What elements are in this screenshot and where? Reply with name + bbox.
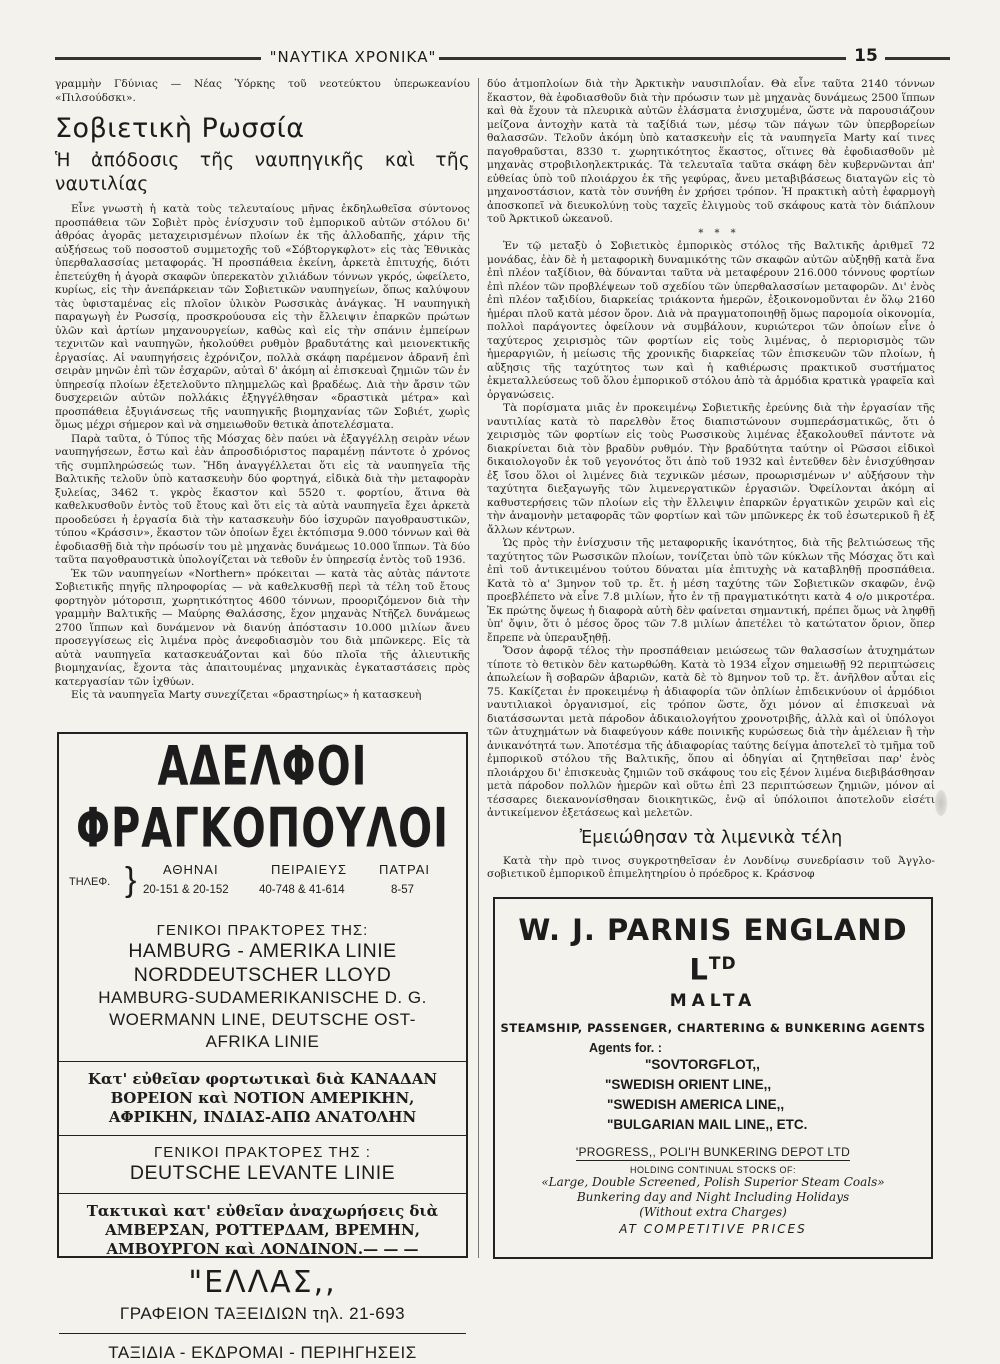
article-subtitle: Ἡ ἀπόδοσις τῆς ναυπηγικῆς καὶ τῆς ναυτιλίας	[55, 150, 470, 195]
agent-name: "SOVTORGFLOT,,	[645, 1056, 760, 1072]
article-paragraph: Τὰ πορίσματα μιᾶς ἐν προκειμένῳ Σοβιετικῆς ἐρεύνης διὰ τὴν ἐργασίαν τῆς ναυτιλίας κατὰ τὸ παρελθὸν ἔτος διαπιστώνουν συμπεράσματικῶς, ὅτι ὁ χειρισμὸς τῶν φορτίων εἰς τοὺς Ρωσσικοὺς λιμένας ἐξακολουθεῖ πάντοτε νὰ διακρίνεται διὰ τὸν βραδὺν ρυθμόν. Τὴν βραδύτητα ταύτην οἱ Ρῶσσοι εἰδικοὶ δικαιολογοῦν ἐκ τοῦ γεγονότος ὅτι ἀπὸ τοῦ 1932 καὶ ἐντεῦθεν δὲν ἐνισχύθησαν ἐξ ἴσου ὅλοι οἱ λιμένες διὰ τεχνικῶν μέσων, προωρισμένων ν' αὐξήσουν τὴν ταχύτητα διεξαγωγῆς τῶν λιμενεργατικῶν ἐργασιῶν. Ὀφείλονται ἀκόμη αἱ καθυστερήσεις τῶν πλοίων εἰς τὴν ἔλλειψιν ἐπαρκῶν ἐργατικῶν χειρῶν καὶ εἰς τὴν ἀναμονὴν μεταφορᾶς τῶν φορτίων καὶ τῶν μπῶνκερς ἐκ τοῦ ἐσωτερικοῦ ἢ ἐξ ἄλλων κέντρων.	[487, 402, 935, 536]
agent-line: HAMBURG - AMERIKA LINIE	[128, 940, 397, 962]
departure-line: ΑΜΒΟΥΡΓΟΝ καὶ ΛΟΝΔΙΝΟΝ.— — —	[106, 1240, 419, 1258]
header-rule-middle	[439, 57, 846, 60]
direct-line: ΒΟΡΕΙΟΝ καὶ ΝΟΤΙΟΝ ΑΜΕΡΙΚΗΝ,	[110, 1089, 415, 1107]
article-paragraph: Ὅσον ἀφορᾷ τέλος τὴν προσπάθειαν μειώσεως τῶν θαλασσίων ἀτυχημάτων τίποτε τὸ θετικὸν δὲν κατωρθώθη. Κατὰ τὸ 1934 εἶχον σημειωθῇ 92 περιπτώσεις ἀπωλείων ἢ σοβαρῶν ἀβαριῶν, κατὰ δὲ τὸ 8μηνον τοῦ τρ. ἔτ. ἀνῆλθον αὗται εἰς 75. Κακίζεται ἐν προκειμένῳ ἡ ἀδιαφορία τῶν ὁπλίων ἐπιδεικνύουν οἱ ἁρμόδιοι ναυτιλιακοὶ ὀργανισμοί, εἰς τρόπον ὥστε, ὄχι μόνον αἱ ἐπισκευαὶ νὰ διατάσσωνται μετὰ πάροδον ἀδικαιολογήτου χρονοτριβῆς, ἀλλὰ καὶ οἱ ὑπόλογοι τῶν ἀτυχημάτων νὰ διαφεύγουν κάθε ποινικῆς κυρώσεως διὰ τὴν ἀμέλειαν ἢ τὴν ἀνικανότητά των. Ἀποτέσμα τῆς ἀδιαφορίας ταύτης δείγμα ἀποτελεῖ τὸ τμῆμα τοῦ ἐμπορικοῦ στόλου τῆς Βαλτικῆς, ὅπου αἱ ὁδηγίαι αἱ ζητηθεῖσαι παρ' ἑνὸς πλοιάρχου δι' ἐπισκευὰς ζημιῶν τοῦ σκάφους του εἰς ξένον λιμένα διεβιβάσθησαν μετὰ πάροδον πολλῶν ἡμερῶν καὶ οὕτω ἐπὶ 23 περιπτώσεων ζημιῶν, μόνον αἱ τέσσαρες διεκανονίσθησαν διοικητικῶς, ἐνῷ αἱ ὑπόλοιποι ἀποτελοῦν εἰσέτι ἀντικείμενον ἐξετάσεως καὶ μελετῶν.	[487, 645, 935, 819]
intro-paragraph: γραμμὴν Γδύνιας — Νέας Ὑόρκης τοῦ νεοτεύκτου ὑπερωκεανίου «Πιλσούδσκι».	[55, 78, 470, 104]
ellas-brand: "ΕΛΛΑΣ,,	[188, 1265, 337, 1300]
frangopoulos-advertisement	[57, 732, 468, 1362]
page-number: 15	[854, 46, 878, 66]
progress-depot	[495, 1145, 931, 1159]
parnis-advertisement	[493, 897, 933, 1259]
coal-line: Bunkering day and Night Including Holidays	[576, 1189, 850, 1204]
ad-company-name: ΑΔΕΛΦΟΙ ΦΡΑΓΚΟΠΟΥΛΟΙ	[75, 735, 450, 861]
direct-line: ΑΦΡΙΚΗΝ, ΙΝΔΙΑΣ-ΑΠΩ ΑΝΑΤΟΛΗΝ	[108, 1108, 417, 1126]
parnis-services: STEAMSHIP, PASSENGER, CHARTERING & BUNKERING AGENTS	[500, 1020, 926, 1035]
city-phones: 40-748 & 41-614	[259, 884, 345, 896]
section-subtitle: Ἐμειώθησαν τὰ λιμενικὰ τέλη	[579, 827, 843, 848]
company-sup: TD	[708, 954, 737, 974]
article-paragraph: Παρὰ ταῦτα, ὁ Τύπος τῆς Μόσχας δὲν παύει νὰ ἐξαγγέλλῃ σειρὰν νέων ναυπηγήσεων, ἔστω καὶ ἐὰν ἀπροσδιόριστος παραμένῃ πάντοτε ὁ χρόνος τῆς συμπληρώσεώς των. Ἤδη ἀναγγέλλεται ὅτι εἰς τὰ ναυπηγεῖα τῆς Βαλτικῆς τελοῦν ὑπὸ κατασκευὴν δύο φορτηγά, εἰδικὰ διὰ τὴν μεταφορὰν ξυλείας, 3462 τ. γκρὸς ἕκαστον καὶ 5520 τ. φορτίου, ἅτινα θὰ καθελκυσθοῦν ἐντὸς τοῦ ἔτους καὶ ὅτι εἰς τὰ αὐτὰ ναυπηγεῖα ἔχει ἀρκετὰ προοδεύσει ἡ ἐργασία διὰ τὴν κατασκευὴν δύο ἰσχυρῶν παγοθραυστικῶν, τύπου «Κράσσιν», ἕκαστον τῶν ὁποίων ἔχει ἐκτόπισμα 9.000 τόννων καὶ θὰ ἐφοδιασθῇ διὰ τὴν πρόωσίν του μὲ μηχανὰς δυνάμεως 10.000 ἵππων. Τὰ δύο ταῦτα παγοθραυστικὰ ὑπολογίζεται νὰ τεθοῦν ἐν ὑπηρεσίᾳ ἐντὸς τοῦ 1936.	[55, 432, 470, 566]
right-column	[487, 78, 935, 882]
left-column	[55, 78, 470, 703]
phone-label: ΤΗΛΕΦ.	[69, 876, 111, 888]
city-phones: 20-151 & 20-152	[143, 884, 229, 896]
ad-divider	[59, 1135, 466, 1136]
paper-stain	[935, 790, 947, 816]
article-title: Σοβιετικὴ Ρωσσία	[55, 113, 305, 144]
ad-divider	[59, 1333, 466, 1334]
article-paragraph: Ὡς πρὸς τὴν ἐνίσχυσιν τῆς μεταφορικῆς ἱκανότητος, διὰ τῆς βελτιώσεως τῆς ταχύτητος τῶν Ρωσσικῶν πλοίων, τονίζεται ὑπὸ τῶν κύκλων τῆς Μόσχας ὅτι καὶ ἐπὶ τοῦ ἀντικειμένου τούτου δύναται μία ἐπιτυχὴς νὰ καταβληθῇ προσπάθεια. Κατὰ τὸ α' 3μηνον τοῦ τρ. ἔτ. ἡ μέση ταχύτης τῶν Σοβιετικῶν σκαφῶν, ἐνῷ προεβλέπετο νὰ εἶνε 7.8 μιλίων, ἦτο ἐν τῇ πραγματικότητι κατὰ 4 ο/ο μικροτέρα. Ἐκ πρώτης ὄψεως ἡ διαφορὰ αὐτὴ δὲν φαίνεται σημαντική, πρέπει ὅμως νὰ ληφθῇ ὑπ' ὄψιν, ὅτι ὁ μέσος ὅρος τῶν 7.8 μιλίων ἀπετέλει τὸ κατώτατον ὅριον, ὅπερ ἔπρεπε νὰ ὑπεραυξηθῇ.	[487, 537, 935, 644]
page-header	[55, 46, 950, 70]
article-paragraph: Ἐκ τῶν ναυπηγείων «Northern» πρόκειται — κατὰ τὰς αὐτὰς πάντοτε Σοβιετικῆς πηγῆς πληροφορίας — νὰ καθελκυσθῇ περὶ τὰ τέλη τοῦ ἔτους φορτηγὸν μότορσιπ, χωρητικότητος 4600 τόννων, προοριζόμενον διὰ τὴν γραμμὴν Βαλτικῆς — Μαύρης Θαλάσσης, ἔχον μηχανὰς Ντῆζελ δυνάμεως 2700 ἵππων καὶ δυνάμενον νὰ διανύῃ ἀπόστασιν 10.000 μιλίων ἄνευ προσεγγίσεως εἰς λιμένα πρὸς ἀνεφοδιασμὸν του διὰ μπῶνκερς. Εἰς τὰ αὐτὰ ναυπηγεῖα κατασκευάζονται καὶ δύο πλοῖα τῆς ἁλιευτικῆς βιομηχανίας, ἔχοντα τὰς ἀπαιτουμένας μηχανικὰς ἐγκαταστάσεις πρὸς κατεργασίαν τῶν ἰχθύων.	[55, 567, 470, 688]
article-paragraph: Εἶνε γνωστὴ ἡ κατὰ τοὺς τελευταίους μῆνας ἐκδηλωθεῖσα σύντονος προσπάθεια τῶν Σοβιὲτ πρὸς ἐνίσχυσιν τοῦ ἐμπορικοῦ αὐτῶν στόλου δι' ἀθρόας ἀγορᾶς μεταχειρισμένων πλοίων ἐκ τῆς ἀλλοδαπῆς, χάριν τῆς αὐξήσεως τοῦ ποσοστοῦ συμμετοχῆς τοῦ «Σόβτοργκφλοτ» εἰς τὰς Ἐθνικὰς ὑπερθαλασσίας μεταφοράς. Ἡ προσπάθεια ἐκείνη, ἀρκετὰ ἐπιτυχής, διότι ἐπετεύχθη ἡ ἀγορὰ σκαφῶν ὑπερεκατὸν χιλιάδων τόννων γκρός, ὠφείλετο, κυρίως, εἰς τὴν ἀνεπάρκειαν τῶν Σοβιετικῶν ναυπηγείων, ὅπως καλύψουν τὰς ὑφισταμένας εἰς πλοῖον ὑλικὸν Ρωσσικὰς ἀνάγκας. Ἡ ναυπηγικὴ παραγωγὴ ἐν Ρωσσίᾳ, προσκρούουσα εἰς τὴν ἔλλειψιν ἐπαρκῶν πρώτων ὑλῶν καὶ ἀρτίων μηχανουργείων, καθὼς καὶ εἰς τὴν σπάνιν ἐμπείρων τεχνιτῶν καὶ ναυπηγῶν, ἠκολούθει ρυθμὸν βραδυτάτης καὶ μειονεκτικῆς ἐργασίας. Αἱ ναυπηγήσεις ἐχρόνιζον, πολλὰ σκάφη παρέμενον ἀδρανῆ ἐπὶ σειρὰν μηνῶν ἐπὶ τῶν ἐσχαρῶν, αὐταὶ δ' ἀκόμη αἱ ἐπισκευαὶ ζημιῶν τῶν ἐν ὑπηρεσίᾳ πλοίων ἐξετελοῦντο πλημμελῶς καὶ βραδέως. Διὰ τὴν ἄρσιν τῶν δυσχερειῶν αὐτῶν πολλάκις ἐξηγγέλθησαν «δραστικὰ μέτρα» καὶ προσπάθεια ἐξυγιάνσεως τῆς ναυπηγικῆς βιομηχανίας τῶν Σοβιέτ, χωρὶς ὅμως μέχρι σήμερον καὶ νὰ σημειωθοῦν θετικὰ ἀποτελέσματα.	[55, 203, 470, 431]
travel-office: ΓΡΑΦΕΙΟΝ ΤΑΞΕΙΔΙΩΝ τηλ. 21-693	[119, 1304, 406, 1323]
phone-numbers	[59, 858, 466, 916]
parnis-company-name	[495, 913, 931, 987]
header-rule-left	[55, 57, 261, 60]
tours-line: ΤΑΞΙΔΙΑ - ΕΚΔΡΟΜΑΙ - ΠΕΡΙΗΓΗΣΕΙΣ	[108, 1343, 417, 1362]
ad-divider	[59, 1061, 466, 1062]
agent-line: AFRIKA LINIE	[205, 1032, 320, 1051]
column-divider	[478, 78, 479, 1258]
agent-line: HAMBURG-SUDAMERIKANISCHE D. G.	[98, 988, 427, 1007]
city-name: ΑΘΗΝΑΙ	[163, 862, 219, 877]
agent-name: "SWEDISH AMERICA LINE,,	[607, 1096, 785, 1112]
agent-line: WOERMANN LINE, DEUTSCHE OST-	[109, 1010, 416, 1029]
agent-name: "BULGARIAN MAIL LINE,, ETC.	[607, 1116, 808, 1132]
article-paragraph: Εἰς τὰ ναυπηγεῖα Marty συνεχίζεται «δραστηρίως» ἡ κατασκευὴ	[71, 689, 422, 701]
article-paragraph: δύο ἀτμοπλοίων διὰ τὴν Ἀρκτικὴν ναυσιπλοΐαν. Θὰ εἶνε ταῦτα 2140 τόννων ἕκαστον, θὰ ἐφοδιασθοῦν διὰ τὴν πρόωσιν των μὲ μηχανὰς δυνάμεως 2500 ἵππων καὶ θὰ ἔχουν τὰ πλευρικὰ αὐτῶν ἐλάσματα ἐνισχυμένα, ὥστε νὰ παρουσιάζουν μείζονα ἀντοχὴν κατὰ τὰ ταξίδιά των, μέσῳ τῶν πάγων τῶν ὑπερβορείων θαλασσῶν. Τελοῦν ἀκόμη ὑπὸ κατασκευὴν εἰς τὰ ναυπηγεῖα Marty καί τινες παγοθραῦσται, 8330 τ. χωρητικότητος ἕκαστος, οἵτινες θὰ ἐφοδιασθοῦν μὲ μηχανὰς στροβιλοηλεκτρικάς. Τὰ τελευταῖα ταῦτα σκάφη δὲν κυβερνῶνται ἀπ' εὐθείας ὑπὸ τοῦ πλοιάρχου ἐκ τῆς γεφύρας, ἄνευ μεταβιβάσεως διαταγῶν εἰς τὸ μηχανοστάσιον, κατὰ τὸν συνήθη ἐν χρήσει τρόπον. Ἡ πρακτικὴ αὐτὴ ἐφαρμογὴ ἀποσκοπεῖ νὰ διευκολύνῃ τοὺς ταχεῖς ἑλιγμοὺς τοῦ σκάφους κατὰ τὸν διάπλουν τοῦ Ἀρκτικοῦ ὠκεανοῦ.	[487, 78, 935, 225]
article-paragraph: Ἐν τῷ μεταξὺ ὁ Σοβιετικὸς ἐμπορικὸς στόλος τῆς Βαλτικῆς ἀριθμεῖ 72 μονάδας, ἐὰν δὲ ἡ μεταφορικὴ δυναμικότης τῶν σκαφῶν αὐτῶν αὐξηθῇ κατὰ ἕνα ἐπὶ πλέον ταξίδιον, θὰ δύνανται ταῦτα νὰ μεταφέρουν 216.000 τόννους φορτίων ἐπὶ πλέον τῶν προβλέψεων τοῦ σχεδίου τῶν ὑπερθαλασσίων μεταφορῶν. Δι' ἑνὸς ἐπὶ πλέον ταξιδίου, διαρκείας τριάκοντα ἡμερῶν, ἐξοικονομοῦνται ἐν ὅλῳ 2160 ἡμέραι πλοῦ κατὰ μέσον ὅρον. Διὰ νὰ πραγματοποιηθῇ ὅμως παρομοία οἰκονομία, πολλοὶ παράγοντες ὀφείλουν νὰ συμβάλουν, κυριώτεροι τῶν ὁποίων εἶνε ὁ ταχύτερος χειρισμὸς τῶν φορτίων εἰς τοὺς λιμένας, ὁ περιορισμὸς τῶν ἡμεραργιῶν, ἡ μείωσις τῆς χρονικῆς διαρκείας τῶν ἐπισκευῶν τῶν πλοίων, ἡ αὔξησις τῆς ταχύτητος των καὶ ἡ καθιέρωσις πρακτικοῦ συστήματος ἐκμεταλλεύσεως τοῦ ὅλου ἐμπορικοῦ στόλου ἀπὸ τὰ ἁρμόδια κρατικὰ γραφεῖα καὶ ὀργανώσεις.	[487, 240, 935, 401]
article-paragraph: Κατὰ τὴν πρὸ τινος συγκροτηθεῖσαν ἐν Λονδίνῳ συνεδρίασιν τοῦ Ἀγγλο-σοβιετικοῦ ἐμπορικοῦ ἐπιμελητηρίου ὁ πρόεδρος κ. Κράσνοφ	[487, 854, 935, 880]
holding-stocks: HOLDING CONTINUAL STOCKS OF:	[629, 1164, 797, 1175]
publication-title: "ΝΑΥΤΙΚΑ ΧΡΟΝΙΚΑ"	[269, 48, 437, 66]
agent-name: "SWEDISH ORIENT LINE,,	[605, 1076, 772, 1092]
city-phones: 8-57	[391, 884, 415, 896]
brace-glyph: }	[125, 861, 137, 899]
agent-line: NORDDEUTSCHER LLOYD	[133, 964, 392, 986]
company-text: W. J. PARNIS ENGLAND L	[518, 913, 908, 987]
agents-heading: ΓΕΝΙΚΟΙ ΠΡΑΚΤΟΡΕΣ ΤΗΣ:	[156, 922, 369, 939]
city-name: ΠΑΤΡΑΙ	[379, 862, 431, 877]
competitive-prices: AT COMPETITIVE PRICES	[619, 1221, 807, 1236]
departure-line: ΑΜΒΕΡΣΑΝ, ΡΟΤΤΕΡΔΑΜ, ΒΡΕΜΗΝ,	[105, 1221, 420, 1239]
city-name: ΠΕΙΡΑΙΕΥΣ	[271, 862, 348, 877]
agents-for-label: Agents for. :	[589, 1040, 662, 1055]
direct-line: Κατ' εὐθεῖαν φορτωτικαὶ διὰ ΚΑΝΑΔΑΝ	[87, 1070, 438, 1088]
progress-text: 'PROGRESS,, POLI'H BUNKERING DEPOT LTD	[575, 1144, 851, 1159]
agents-heading-2: ΓΕΝΙΚΟΙ ΠΡΑΚΤΟΡΕΣ ΤΗΣ :	[154, 1144, 371, 1161]
coal-line: «Large, Double Screened, Polish Superior Steam Coals»	[541, 1174, 885, 1189]
header-rule-right	[885, 57, 950, 60]
departure-line: Τακτικαὶ κατ' εὐθεῖαν ἀναχωρήσεις διὰ	[86, 1202, 439, 1220]
levante-line: DEUTSCHE LEVANTE LINIE	[129, 1162, 396, 1184]
section-separator: * * *	[698, 227, 740, 239]
coal-line: (Without extra Charges)	[639, 1204, 787, 1219]
ad-divider	[59, 1193, 466, 1194]
parnis-city: MALTA	[669, 990, 757, 1011]
